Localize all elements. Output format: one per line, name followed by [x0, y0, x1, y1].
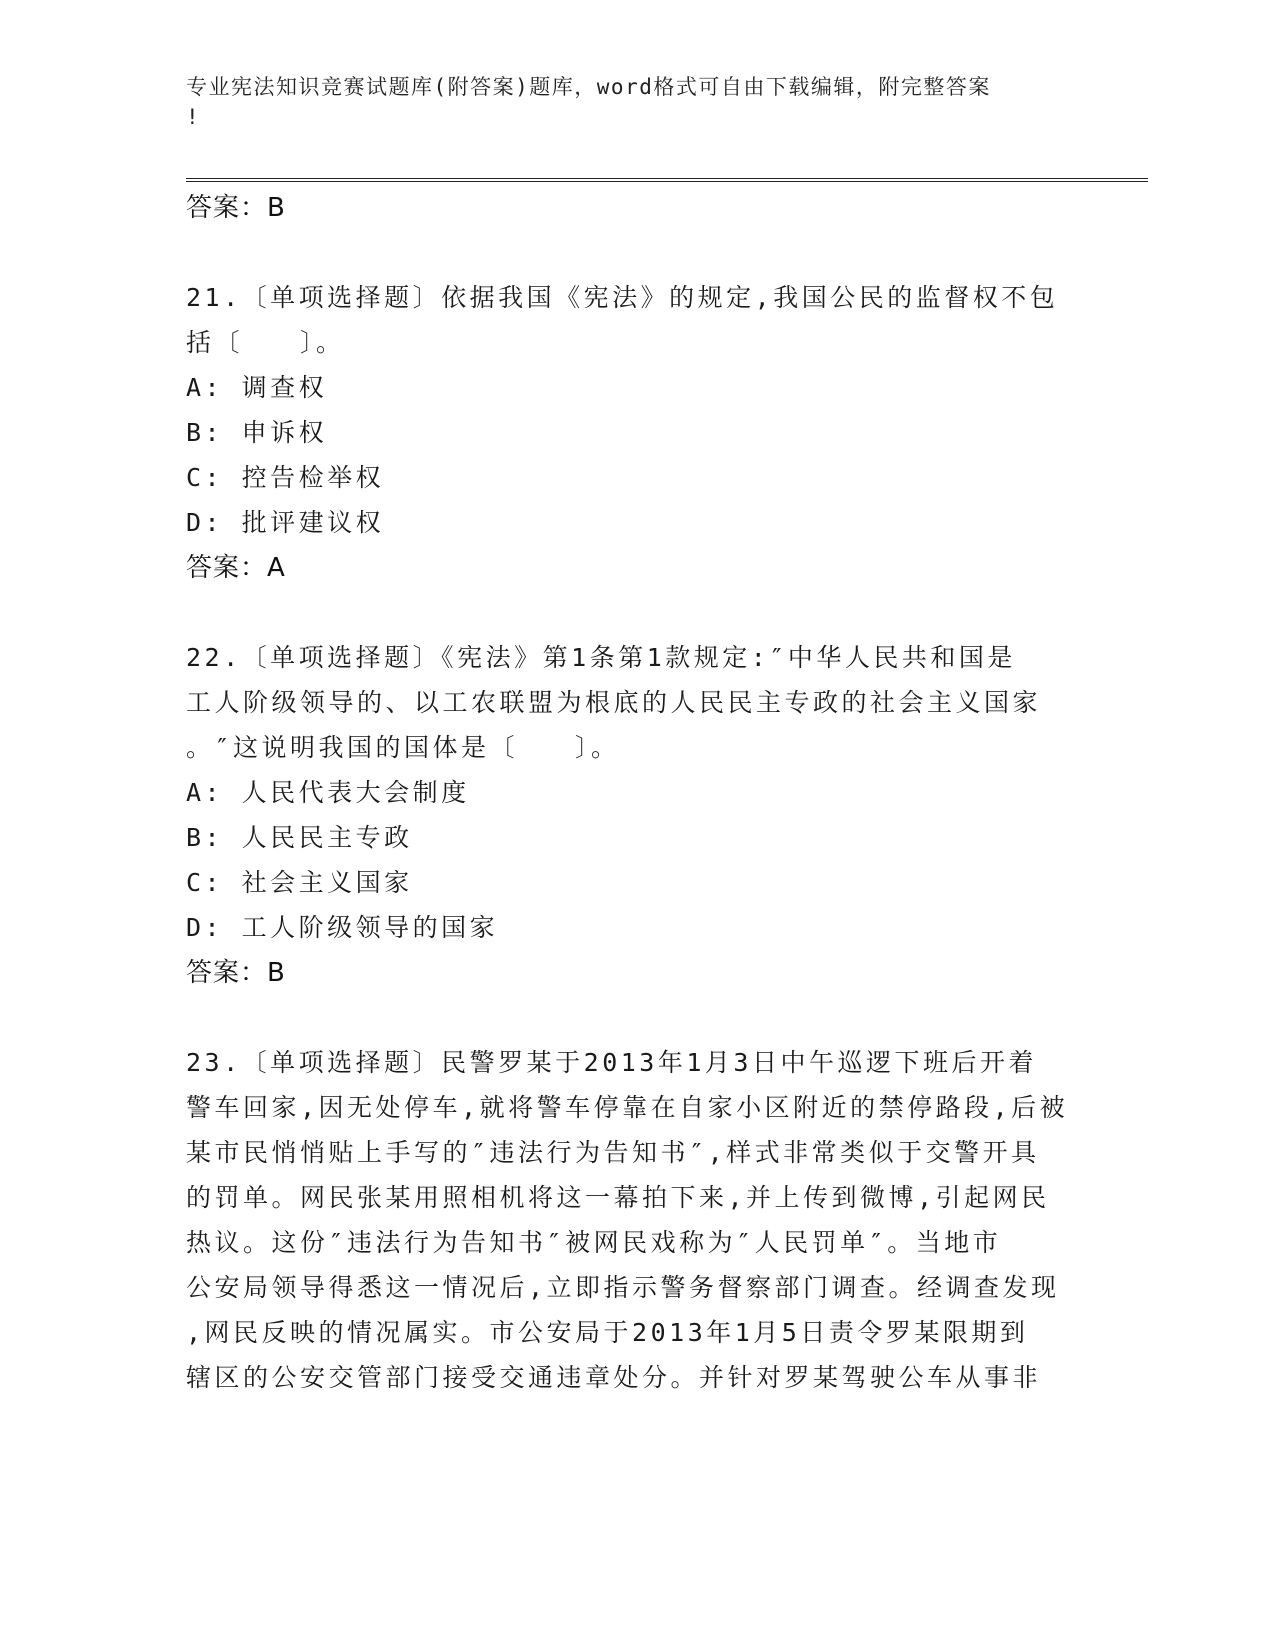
q21-answer: 答案：A [186, 553, 286, 583]
q22-option-b: B: 人民民主专政 [186, 823, 413, 852]
q23-text-line-4: 的罚单。网民张某用照相机将这一幕拍下来,并上传到微博,引起网民 [186, 1183, 1050, 1212]
document-header [186, 72, 1086, 132]
q22-option-d: D: 工人阶级领导的国家 [186, 913, 499, 942]
header-line-2: ! [186, 105, 201, 129]
q21-option-d: D: 批评建议权 [186, 508, 385, 537]
q21-option-c: C: 控告检举权 [186, 463, 385, 492]
header-divider-bottom [186, 181, 1148, 182]
header-line-1: 专业宪法知识竞赛试题库(附答案)题库，word格式可自由下载编辑，附完整答案 [186, 75, 991, 99]
q21-text-line-2: 括〔 〕。 [186, 328, 345, 357]
answer-previous: 答案：B [186, 193, 286, 223]
q22-option-c: C: 社会主义国家 [186, 868, 413, 897]
q22-option-a: A: 人民代表大会制度 [186, 778, 470, 807]
q22-answer: 答案：B [186, 958, 286, 988]
q22-text-line-1: 22.〔单项选择题〕《宪法》第1条第1款规定:″中华人民共和国是 [186, 643, 1016, 672]
q23-text-line-7: ,网民反映的情况属实。市公安局于2013年1月5日责令罗某限期到 [186, 1318, 1029, 1347]
q23-text-line-2: 警车回家,因无处停车,就将警车停靠在自家小区附近的禁停路段,后被 [186, 1093, 1069, 1122]
q21-option-a: A: 调查权 [186, 373, 328, 402]
q21-text-line-1: 21.〔单项选择题〕依据我国《宪法》的规定,我国公民的监督权不包 [186, 283, 1059, 312]
q22-text-line-3: 。″这说明我国的国体是〔 〕。 [186, 733, 620, 762]
q23-text-line-3: 某市民悄悄贴上手写的″违法行为告知书″,样式非常类似于交警开具 [186, 1138, 1040, 1167]
q22-text-line-2: 工人阶级领导的、以工农联盟为根底的人民民主专政的社会主义国家 [186, 688, 1042, 717]
header-divider-top [186, 178, 1148, 179]
q23-text-line-5: 热议。这份″违法行为告知书″被网民戏称为″人民罚单″。当地市 [186, 1228, 1002, 1257]
q23-text-line-1: 23.〔单项选择题〕民警罗某于2013年1月3日中午巡逻下班后开着 [186, 1048, 1037, 1077]
q23-text-line-6: 公安局领导得悉这一情况后,立即指示警务督察部门调查。经调查发现 [186, 1273, 1060, 1302]
q23-text-line-8: 辖区的公安交管部门接受交通违章处分。并针对罗某驾驶公车从事非 [186, 1363, 1042, 1392]
q21-option-b: B: 申诉权 [186, 418, 328, 447]
